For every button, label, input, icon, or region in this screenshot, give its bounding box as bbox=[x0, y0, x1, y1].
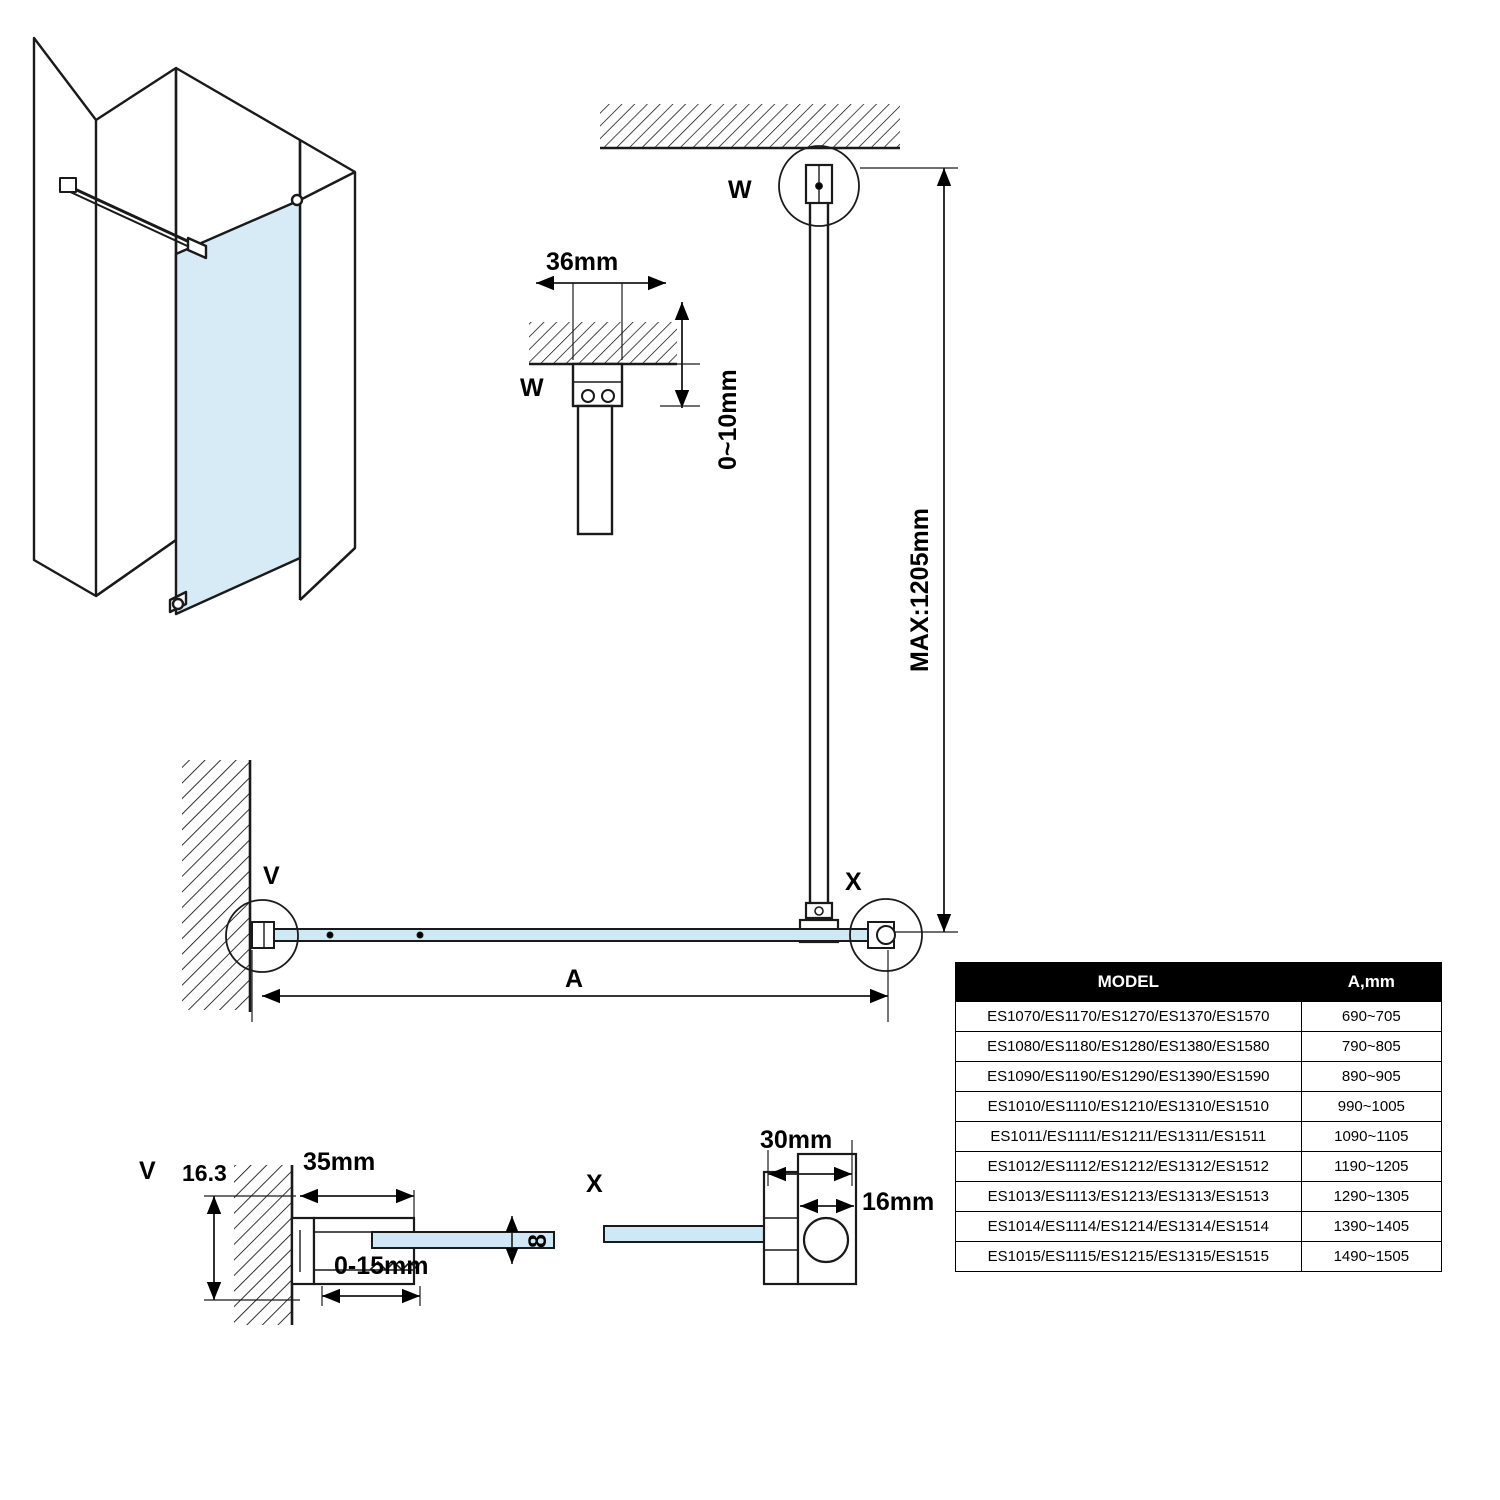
cell-model: ES1090/ES1190/ES1290/ES1390/ES1590 bbox=[956, 1062, 1302, 1092]
table-row bbox=[956, 1212, 1442, 1242]
model-spec-table bbox=[955, 962, 1442, 1272]
cell-a-mm: 1390~1405 bbox=[1301, 1212, 1441, 1242]
cell-model: ES1014/ES1114/ES1214/ES1314/ES1514 bbox=[956, 1212, 1302, 1242]
cell-model: ES1012/ES1112/ES1212/ES1312/ES1512 bbox=[956, 1152, 1302, 1182]
dimension-36mm: 36mm bbox=[546, 248, 619, 276]
table-row bbox=[956, 1182, 1442, 1212]
label-v-detail: V bbox=[139, 1157, 156, 1185]
support-bar-elevation bbox=[600, 104, 958, 942]
table-body bbox=[956, 1002, 1442, 1272]
cell-a-mm: 990~1005 bbox=[1301, 1092, 1441, 1122]
cell-model: ES1011/ES1111/ES1211/ES1311/ES1511 bbox=[956, 1122, 1302, 1152]
table-row bbox=[956, 1152, 1442, 1182]
cell-model: ES1070/ES1170/ES1270/ES1370/ES1570 bbox=[956, 1002, 1302, 1032]
dimension-30mm: 30mm bbox=[760, 1126, 833, 1154]
detail-v-wall-profile bbox=[204, 1165, 554, 1325]
table-row bbox=[956, 1092, 1442, 1122]
cell-a-mm: 1490~1505 bbox=[1301, 1242, 1441, 1272]
label-x-plan: X bbox=[845, 868, 862, 896]
cell-model: ES1015/ES1115/ES1215/ES1315/ES1515 bbox=[956, 1242, 1302, 1272]
table-row bbox=[956, 1002, 1442, 1032]
cell-model: ES1010/ES1110/ES1210/ES1310/ES1510 bbox=[956, 1092, 1302, 1122]
table-row bbox=[956, 1062, 1442, 1092]
cell-model: ES1013/ES1113/ES1213/ES1313/ES1513 bbox=[956, 1182, 1302, 1212]
cell-a-mm: 1090~1105 bbox=[1301, 1122, 1441, 1152]
label-w-top: W bbox=[728, 176, 752, 204]
dimension-a: A bbox=[565, 965, 584, 993]
table-header-model: MODEL bbox=[956, 963, 1302, 1002]
dimension-35mm: 35mm bbox=[303, 1148, 376, 1176]
table-header-a: A,mm bbox=[1301, 963, 1441, 1002]
dimension-max-height: MAX:1205mm bbox=[906, 508, 934, 672]
label-w-detail: W bbox=[520, 374, 544, 402]
table-row bbox=[956, 1032, 1442, 1062]
isometric-shower-view bbox=[34, 38, 355, 614]
table-row bbox=[956, 1242, 1442, 1272]
label-x-detail: X bbox=[586, 1170, 603, 1198]
dimension-0-15mm: 0-15mm bbox=[334, 1252, 429, 1280]
dimension-0-10mm: 0~10mm bbox=[714, 369, 742, 470]
detail-x-bar-connector bbox=[604, 1140, 856, 1284]
table-header-row bbox=[956, 963, 1442, 1002]
dimension-16mm: 16mm bbox=[862, 1188, 935, 1216]
cell-a-mm: 690~705 bbox=[1301, 1002, 1441, 1032]
dimension-16-3: 16.3 bbox=[182, 1160, 227, 1186]
label-v-plan: V bbox=[263, 862, 280, 890]
cell-a-mm: 790~805 bbox=[1301, 1032, 1441, 1062]
table-row bbox=[956, 1122, 1442, 1152]
cell-a-mm: 890~905 bbox=[1301, 1062, 1441, 1092]
cell-a-mm: 1290~1305 bbox=[1301, 1182, 1441, 1212]
cell-model: ES1080/ES1180/ES1280/ES1380/ES1580 bbox=[956, 1032, 1302, 1062]
cell-a-mm: 1190~1205 bbox=[1301, 1152, 1441, 1182]
detail-w-wall-bracket bbox=[529, 283, 700, 534]
dimension-8: 8 bbox=[524, 1234, 552, 1248]
